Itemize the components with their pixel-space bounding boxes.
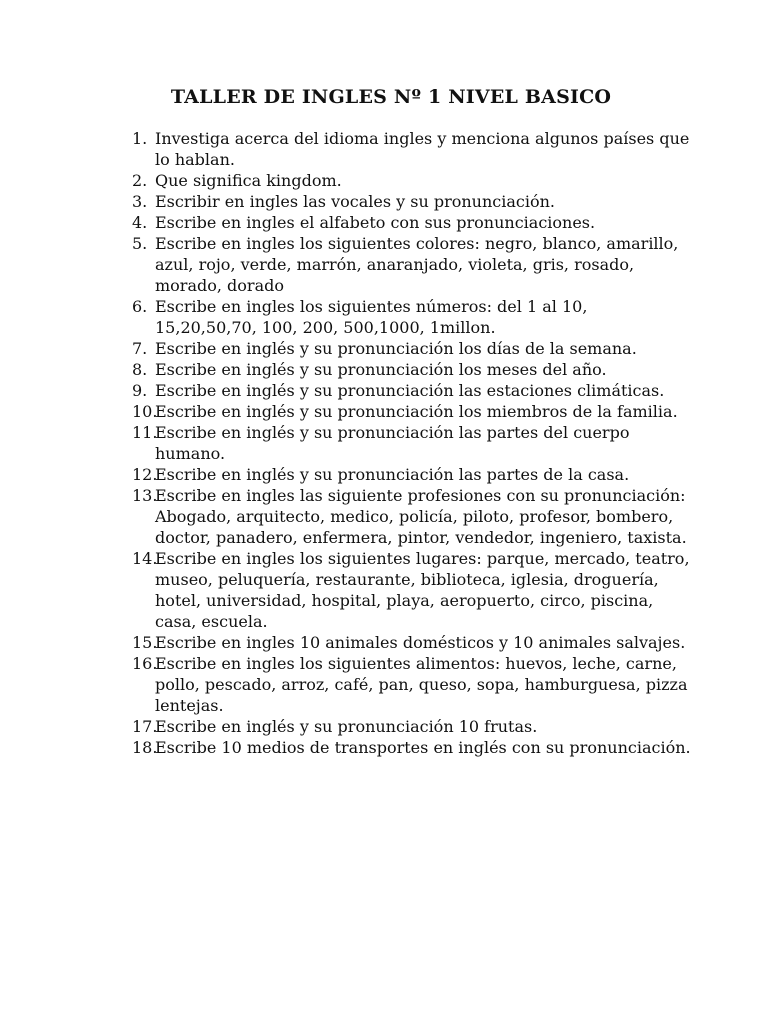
list-item [132,737,692,758]
item-text: Escribe en ingles los siguientes colores: negro, blanco, amarillo, azul, rojo, verde, marrón, anaranjado, violeta, gris, rosado, morado, dorado [155,234,679,295]
list-item [132,191,692,212]
item-text: Escribe en ingles las siguiente profesiones con su pronunciación: Abogado, arquitecto, medico, policía, piloto, profesor, bombero, doctor, panadero, enfermera, pintor, vendedor, ingeniero, taxista. [155,486,687,547]
item-number: 5. [132,234,148,253]
item-number: 6. [132,297,148,316]
list-item [132,653,692,716]
list-item [132,716,692,737]
item-number: 8. [132,360,148,379]
item-text: Escribe 10 medios de transportes en inglés con su pronunciación. [155,738,691,757]
item-text: Escribe en inglés y su pronunciación los miembros de la familia. [155,402,678,421]
item-text: Que significa kingdom. [155,171,342,190]
task-list [132,128,692,758]
list-item [132,170,692,191]
list-item [132,464,692,485]
list-item [132,233,692,296]
item-text: Escribe en inglés y su pronunciación las estaciones climáticas. [155,381,665,400]
item-number: 14. [132,549,158,568]
item-number: 11. [132,423,158,442]
list-item [132,359,692,380]
item-text: Escribe en inglés y su pronunciación las partes del cuerpo humano. [155,423,630,463]
item-number: 3. [132,192,148,211]
item-number: 1. [132,129,148,148]
list-item [132,380,692,401]
item-text: Escribe en inglés y su pronunciación los meses del año. [155,360,607,379]
item-text: Escribe en ingles 10 animales domésticos y 10 animales salvajes. [155,633,686,652]
item-number: 4. [132,213,148,232]
list-item [132,485,692,548]
item-text: Escribe en ingles los siguientes números: del 1 al 10, 15,20,50,70, 100, 200, 500,1000, 1millon. [155,297,588,337]
item-number: 15. [132,633,158,652]
item-number: 12. [132,465,158,484]
item-number: 10. [132,402,158,421]
item-number: 7. [132,339,148,358]
list-item [132,128,692,170]
list-item [132,338,692,359]
item-number: 2. [132,171,148,190]
item-text: Escribe en inglés y su pronunciación 10 frutas. [155,717,538,736]
item-number: 18. [132,738,158,757]
list-item [132,296,692,338]
item-text: Escribe en inglés y su pronunciación los días de la semana. [155,339,637,358]
document-title: TALLER DE INGLES Nº 1 NIVEL BASICO [170,86,612,108]
item-text: Investiga acerca del idioma ingles y menciona algunos países que lo hablan. [155,129,690,169]
item-text: Escribe en ingles el alfabeto con sus pronunciaciones. [155,213,596,232]
list-item [132,548,692,632]
item-number: 9. [132,381,148,400]
item-text: Escribe en ingles los siguientes lugares: parque, mercado, teatro, museo, peluquería, restaurante, biblioteca, iglesia, droguería, hotel, universidad, hospital, playa, aeropuerto, circo, piscina, casa, escuela. [155,549,690,631]
item-number: 16. [132,654,158,673]
item-text: Escribir en ingles las vocales y su pronunciación. [155,192,556,211]
item-number: 13. [132,486,158,505]
item-text: Escribe en inglés y su pronunciación las partes de la casa. [155,465,630,484]
list-item [132,401,692,422]
list-item [132,212,692,233]
item-text: Escribe en ingles los siguientes alimentos: huevos, leche, carne, pollo, pescado, arroz, café, pan, queso, sopa, hamburguesa, pizza lentejas. [155,654,688,715]
item-number: 17. [132,717,158,736]
list-item [132,422,692,464]
list-item [132,632,692,653]
